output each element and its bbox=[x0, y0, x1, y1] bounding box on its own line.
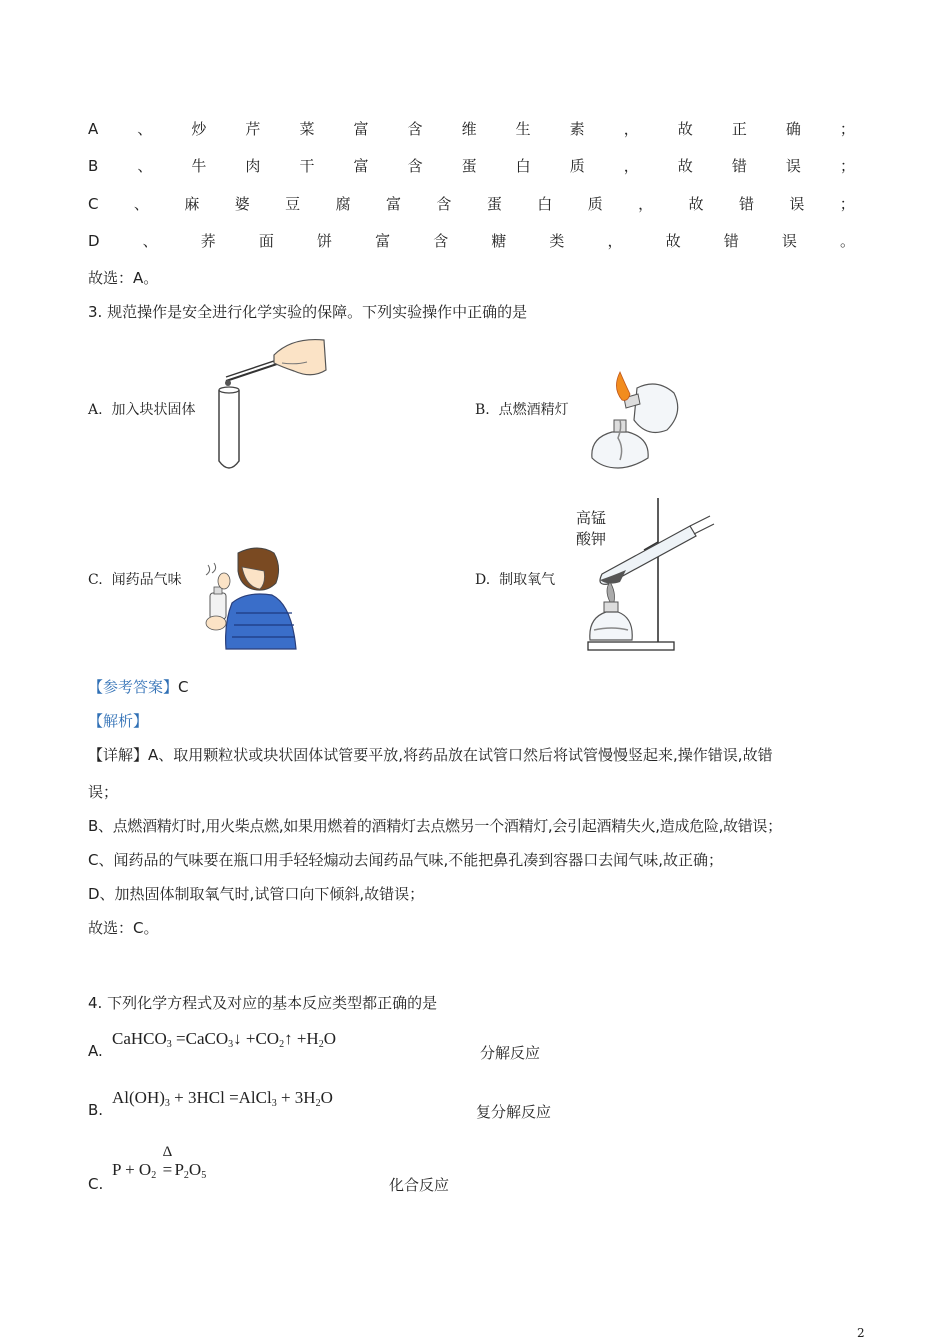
q4-stem: 4. 下列化学方程式及对应的基本反应类型都正确的是 bbox=[88, 994, 438, 1012]
eq-sub: 3 bbox=[228, 1039, 234, 1050]
q3-detail-line: B、点燃酒精灯时,用火柴点燃,如果用燃着的酒精灯去点燃另一个酒精灯,会引起酒精失火,造成危险,故错误； bbox=[88, 817, 782, 835]
explanation-char: 故 bbox=[665, 232, 681, 250]
explanation-char: ， bbox=[623, 157, 639, 175]
condition-equals: Δ = bbox=[160, 1160, 174, 1180]
explanation-char: 荞 bbox=[200, 232, 216, 250]
explanation-char: 牛 bbox=[191, 157, 207, 175]
explanation-char: 芹 bbox=[245, 120, 261, 138]
eq-part: =CaCO bbox=[171, 1029, 229, 1048]
option-text: 制取氧气 bbox=[499, 572, 556, 588]
eq-part: + 3HCl =AlCl bbox=[169, 1088, 272, 1107]
q3-choice: 故选：C。 bbox=[88, 919, 159, 937]
option-letter: A. bbox=[88, 402, 103, 418]
eq-part: P bbox=[174, 1160, 184, 1179]
eq-part: CaHCO bbox=[112, 1029, 167, 1048]
answer-value: C bbox=[178, 678, 189, 696]
explanation-char: 蛋 bbox=[461, 157, 477, 175]
answer-tag: 【参考答案】 bbox=[88, 678, 179, 696]
q3-detail-line: 误； bbox=[88, 783, 119, 801]
explanation-char: 维 bbox=[461, 120, 477, 138]
eq-sub: 2 bbox=[183, 1170, 189, 1181]
option-letter: C. bbox=[88, 572, 103, 588]
explanation-char: 含 bbox=[436, 195, 452, 213]
explanation-char: 婆 bbox=[234, 195, 250, 213]
equation-a bbox=[112, 1029, 336, 1050]
eq-part: + 3H bbox=[276, 1088, 316, 1107]
eq-sub: 3 bbox=[271, 1098, 277, 1109]
eq-sub: 2 bbox=[318, 1039, 324, 1050]
explanation-char: 生 bbox=[515, 120, 531, 138]
explanation-char: 故 bbox=[688, 195, 704, 213]
explanation-char: 误 bbox=[785, 157, 801, 175]
q4-option-a-type: 分解反应 bbox=[480, 1044, 541, 1062]
explanation-char: 、 bbox=[133, 195, 149, 213]
explanation-line bbox=[88, 156, 855, 176]
explanation-char: 白 bbox=[515, 157, 531, 175]
explanation-char: 错 bbox=[723, 232, 739, 250]
eq-part: ↓ +CO bbox=[233, 1029, 280, 1048]
explanation-char: B bbox=[88, 157, 99, 175]
alcohol-lamp-figure bbox=[582, 368, 687, 473]
explanation-char: 含 bbox=[433, 232, 449, 250]
q3-stem: 3. 规范操作是安全进行化学实验的保障。下列实验操作中正确的是 bbox=[88, 303, 528, 321]
explanation-char: 干 bbox=[299, 157, 315, 175]
explanation-char: 富 bbox=[375, 232, 391, 250]
explanation-char: 正 bbox=[731, 120, 747, 138]
eq-part: ↑ +H bbox=[284, 1029, 319, 1048]
eq-sub: 2 bbox=[279, 1039, 285, 1050]
q4-option-c-type: 化合反应 bbox=[389, 1176, 450, 1194]
explanation-char: 豆 bbox=[285, 195, 301, 213]
explanation-char: 麻 bbox=[184, 195, 200, 213]
explanation-char: 。 bbox=[839, 232, 855, 250]
explanation-char: 误 bbox=[781, 232, 797, 250]
explanation-char: 错 bbox=[738, 195, 754, 213]
q3-detail-line: D、加热固体制取氧气时,试管口向下倾斜,故错误； bbox=[88, 885, 425, 903]
explanation-char: ， bbox=[623, 120, 639, 138]
explanation-char: C bbox=[88, 195, 99, 213]
eq-sub: 3 bbox=[164, 1098, 170, 1109]
eq-part: O bbox=[188, 1160, 202, 1179]
explanation-char: 肉 bbox=[245, 157, 261, 175]
eq-part: Al(OH) bbox=[112, 1088, 165, 1107]
explanation-char: 富 bbox=[353, 157, 369, 175]
explanation-char: ， bbox=[607, 232, 623, 250]
eq-sub: 2 bbox=[315, 1098, 321, 1109]
explanation-char: 故 bbox=[677, 157, 693, 175]
option-letter: B. bbox=[475, 402, 490, 418]
q4-option-b-letter: B. bbox=[88, 1101, 104, 1119]
option-text: 点燃酒精灯 bbox=[498, 402, 569, 418]
test-tube-tongs-figure bbox=[212, 335, 327, 475]
explanation-char: 糖 bbox=[491, 232, 507, 250]
explanation-char: 、 bbox=[137, 120, 153, 138]
figure-label-line: 高锰 bbox=[576, 509, 607, 527]
eq-sub: 5 bbox=[201, 1170, 207, 1181]
explanation-char: ， bbox=[638, 195, 654, 213]
eq-part: O bbox=[323, 1029, 336, 1048]
q2-choice: 故选：A。 bbox=[88, 269, 159, 287]
q3-option-d bbox=[475, 569, 555, 589]
eq-part: O bbox=[320, 1088, 333, 1107]
explanation-char: 、 bbox=[137, 157, 153, 175]
explanation-char: 素 bbox=[569, 120, 585, 138]
explanation-char: D bbox=[88, 232, 100, 250]
explanation-char: 富 bbox=[353, 120, 369, 138]
explanation-char: 白 bbox=[537, 195, 553, 213]
eq-sub: 2 bbox=[151, 1170, 157, 1181]
explanation-char: 蛋 bbox=[486, 195, 502, 213]
option-text: 闻药品气味 bbox=[111, 572, 182, 588]
page-number: 2 bbox=[857, 1326, 865, 1340]
explanation-char: 故 bbox=[677, 120, 693, 138]
explanation-char: 饼 bbox=[316, 232, 332, 250]
q3-detail-line: 【详解】A、取用颗粒状或块状固体试管要平放,将药品放在试管口然后将试管慢慢竖起来,操作错误,故错 bbox=[88, 746, 773, 764]
eq-part: P + O bbox=[112, 1160, 152, 1179]
explanation-char: 菜 bbox=[299, 120, 315, 138]
q3-option-a bbox=[88, 399, 195, 419]
explanation-char: 质 bbox=[587, 195, 603, 213]
option-letter: D. bbox=[475, 572, 491, 588]
explanation-line bbox=[88, 231, 855, 251]
explanation-char: ； bbox=[839, 157, 855, 175]
q3-option-b bbox=[475, 399, 569, 419]
q4-option-c-letter: C. bbox=[88, 1175, 104, 1193]
option-text: 加入块状固体 bbox=[111, 402, 196, 418]
equation-c bbox=[112, 1144, 207, 1181]
explanation-char: 腐 bbox=[335, 195, 351, 213]
q4-option-a-letter: A. bbox=[88, 1042, 103, 1060]
heat-condition: Δ bbox=[162, 1144, 173, 1160]
explanation-line bbox=[88, 119, 855, 139]
explanation-char: 类 bbox=[549, 232, 565, 250]
explanation-char: 富 bbox=[386, 195, 402, 213]
explanation-char: 确 bbox=[785, 120, 801, 138]
explanation-char: 面 bbox=[258, 232, 274, 250]
explanation-char: ； bbox=[839, 195, 855, 213]
explanation-char: 炒 bbox=[191, 120, 207, 138]
explanation-char: 误 bbox=[789, 195, 805, 213]
explanation-char: 质 bbox=[569, 157, 585, 175]
q3-analysis-tag: 【解析】 bbox=[88, 712, 149, 730]
explanation-char: 含 bbox=[407, 120, 423, 138]
figure-label-line: 酸钾 bbox=[576, 530, 607, 548]
explanation-char: 、 bbox=[142, 232, 158, 250]
q4-option-b-type: 复分解反应 bbox=[476, 1103, 552, 1121]
explanation-char: ； bbox=[839, 120, 855, 138]
explanation-char: A bbox=[88, 120, 99, 138]
explanation-char: 含 bbox=[407, 157, 423, 175]
explanation-line bbox=[88, 194, 855, 214]
equation-b bbox=[112, 1088, 333, 1109]
oxygen-apparatus-figure bbox=[586, 494, 721, 654]
eq-sub: 3 bbox=[166, 1039, 172, 1050]
smelling-figure bbox=[196, 543, 300, 653]
q3-detail-line: C、闻药品的气味要在瓶口用手轻轻煽动去闻药品气味,不能把鼻孔凑到容器口去闻气味,故正确； bbox=[88, 851, 724, 869]
q3-answer bbox=[88, 677, 189, 697]
q3-option-c bbox=[88, 569, 182, 589]
explanation-char: 错 bbox=[731, 157, 747, 175]
